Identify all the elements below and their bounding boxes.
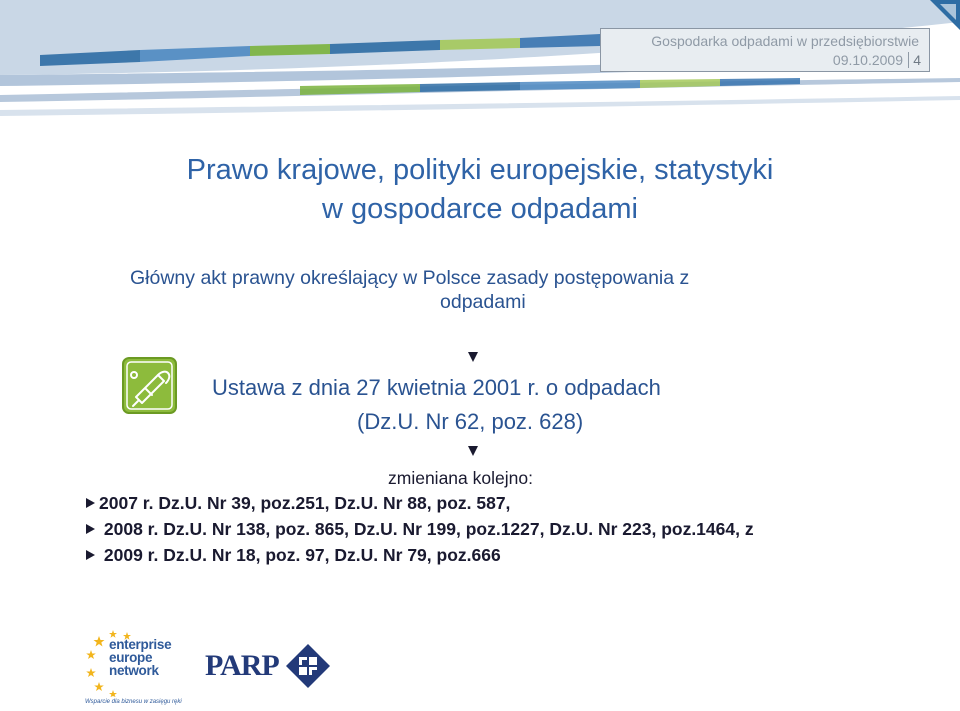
megaphone-icon <box>122 357 177 414</box>
amendment-item: 2007 r. Dz.U. Nr 39, poz.251, Dz.U. Nr 88, poz. 587, <box>86 493 510 514</box>
header-box <box>600 28 930 72</box>
bullet-arrow-icon <box>86 524 95 534</box>
bullet-arrow-icon <box>86 498 95 508</box>
slide-title-line-2: w gospodarce odpadami <box>322 193 638 225</box>
act-title: Ustawa z dnia 27 kwietnia 2001 r. o odpadach <box>212 375 661 400</box>
act-reference: (Dz.U. Nr 62, poz. 628) <box>357 409 584 434</box>
subtitle-line-2: odpadami <box>440 291 526 313</box>
amendment-item: 2009 r. Dz.U. Nr 18, poz. 97, Dz.U. Nr 79, poz.666 <box>86 545 501 566</box>
bullet-arrow-icon <box>86 550 95 560</box>
header-separator <box>908 52 909 68</box>
down-arrow-icon <box>468 446 478 456</box>
parp-diamond-icon <box>285 643 331 689</box>
amendment-item: 2008 r. Dz.U. Nr 138, poz. 865, Dz.U. Nr 199, poz.1227, Dz.U. Nr 223, poz.1464, z <box>86 519 754 540</box>
slide-title-line-1: Prawo krajowe, polityki europejskie, statystyki <box>186 154 774 186</box>
parp-logo <box>205 643 330 693</box>
slide-number: 4 <box>913 52 921 68</box>
een-wordmark: enterprise europe network <box>109 637 172 678</box>
een-tagline: Wsparcie dla biznesu w zasięgu ręki <box>85 699 182 705</box>
slide-date: 09.10.2009 <box>832 52 903 68</box>
down-arrow-icon <box>468 352 478 362</box>
amendments-label: zmieniana kolejno: <box>388 468 533 488</box>
parp-wordmark: PARP <box>205 649 279 682</box>
presentation-title: Gospodarka odpadami w przedsiębiorstwie <box>651 33 919 49</box>
subtitle-line-1: Główny akt prawny określający w Polsce zasady postępowania z <box>130 267 690 289</box>
enterprise-europe-network-logo <box>85 628 180 708</box>
